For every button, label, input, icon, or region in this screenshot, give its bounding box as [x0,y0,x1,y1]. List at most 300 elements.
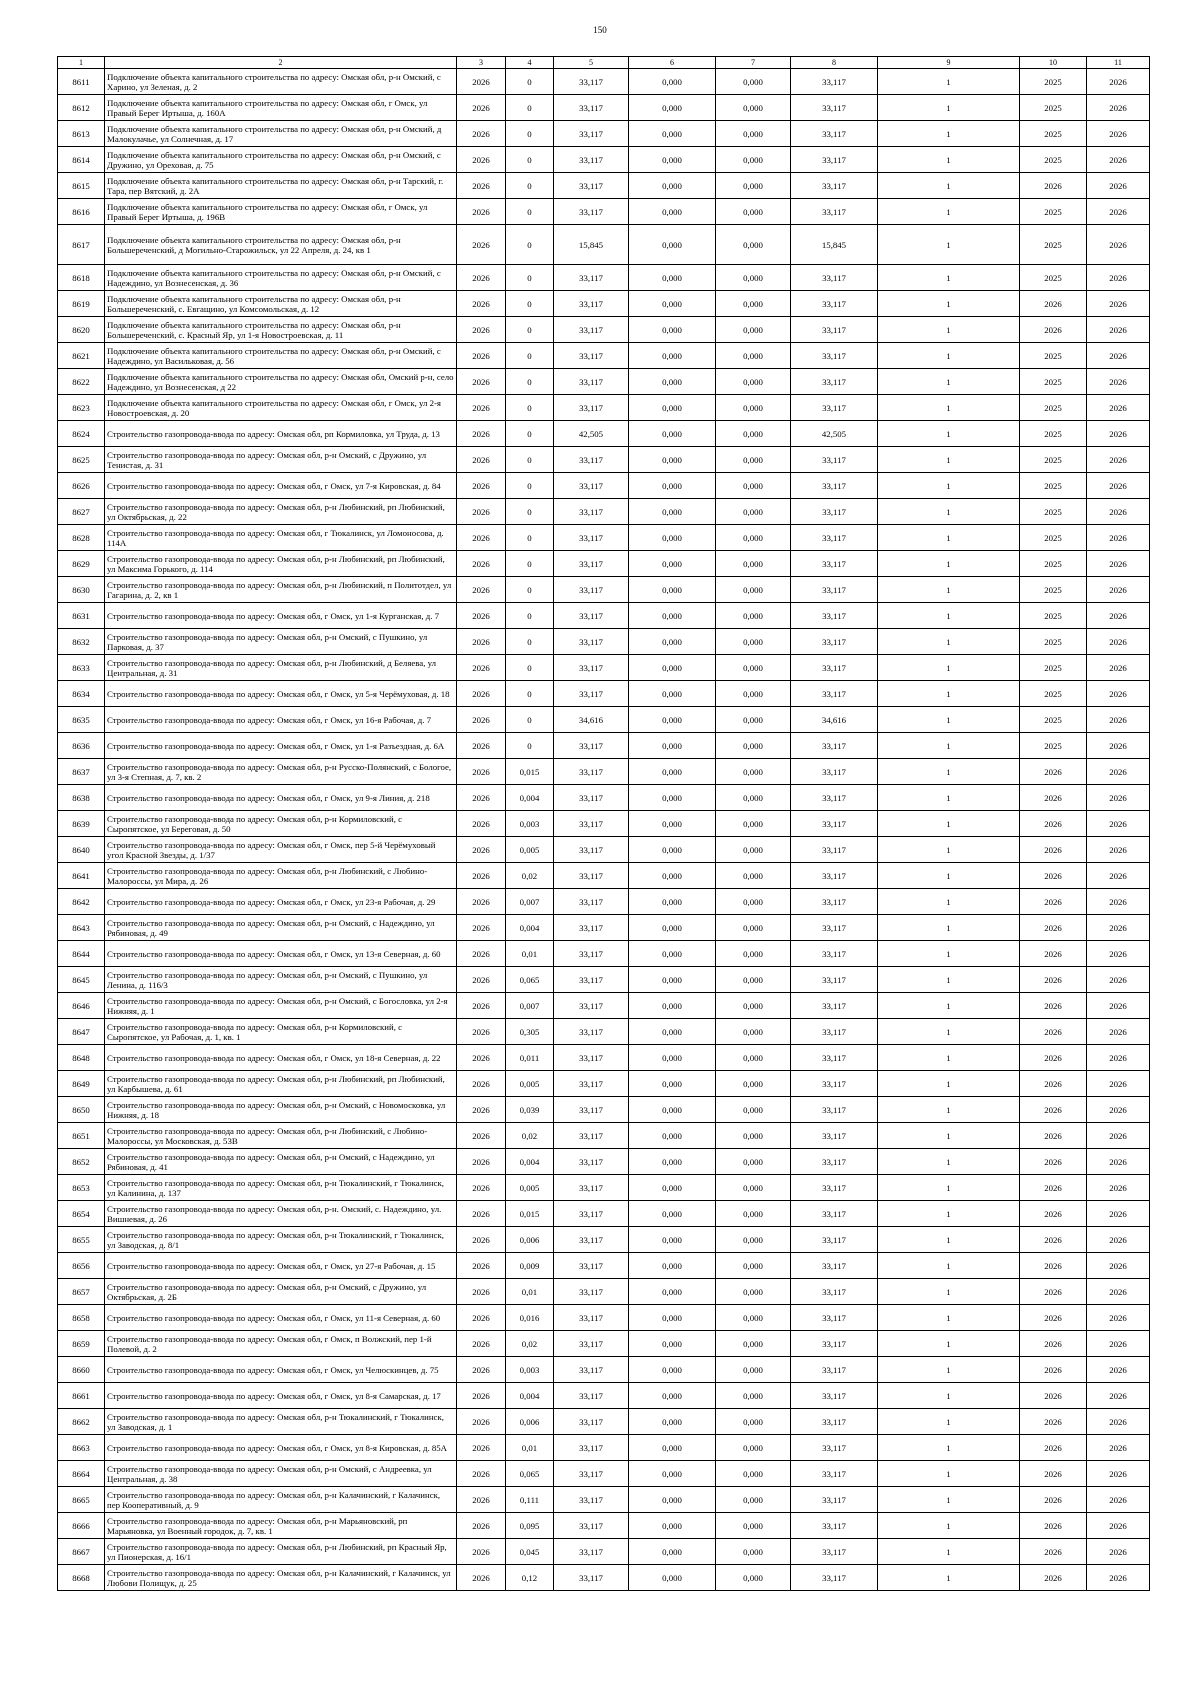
start-year-cell: 2026 [1020,1487,1087,1513]
count-cell: 1 [878,915,1020,941]
row-number-cell: 8620 [58,317,105,343]
length-cell: 0 [506,147,554,173]
row-number-cell: 8635 [58,707,105,733]
description-cell: Строительство газопровода-ввода по адресу: Омская обл, р-н Любинский, рп Любинский, ул Октябрьская, д. 22 [105,499,457,525]
year-cell: 2026 [457,199,506,225]
value-cell: 33,117 [554,291,629,317]
year-cell: 2026 [457,473,506,499]
start-year-cell: 2026 [1020,941,1087,967]
count-cell: 1 [878,1331,1020,1357]
table-row [58,173,1150,199]
row-number-cell: 8650 [58,1097,105,1123]
length-cell: 0,305 [506,1019,554,1045]
value-cell: 0,000 [716,941,791,967]
row-number-cell: 8626 [58,473,105,499]
value-cell: 0,000 [716,1435,791,1461]
length-cell: 0,006 [506,1409,554,1435]
start-year-cell: 2026 [1020,1123,1087,1149]
count-cell: 1 [878,577,1020,603]
table-row [58,225,1150,265]
end-year-cell: 2026 [1087,447,1150,473]
end-year-cell: 2026 [1087,655,1150,681]
total-cell: 33,117 [791,317,878,343]
value-cell: 33,117 [554,681,629,707]
value-cell: 33,117 [554,915,629,941]
start-year-cell: 2026 [1020,1227,1087,1253]
table-row [58,837,1150,863]
table-row [58,199,1150,225]
description-cell: Строительство газопровода-ввода по адресу: Омская обл, р-н Кормиловский, с Сыропятское, ул Береговая, д. 50 [105,811,457,837]
length-cell: 0,006 [506,1227,554,1253]
length-cell: 0 [506,655,554,681]
description-cell: Подключение объекта капитального строительства по адресу: Омская обл, р-н Большереченский, с. Красный Яр, ул 1-я Новостроевская, д. 11 [105,317,457,343]
count-cell: 1 [878,1539,1020,1565]
count-cell: 1 [878,1461,1020,1487]
description-cell: Подключение объекта капитального строительства по адресу: Омская обл, Омский р-н, село Надеждино, ул Вознесенская, д 22 [105,369,457,395]
year-cell: 2026 [457,863,506,889]
end-year-cell: 2026 [1087,369,1150,395]
start-year-cell: 2026 [1020,1175,1087,1201]
value-cell: 34,616 [554,707,629,733]
value-cell: 0,000 [716,199,791,225]
table-row [58,1383,1150,1409]
end-year-cell: 2026 [1087,1045,1150,1071]
start-year-cell: 2026 [1020,915,1087,941]
end-year-cell: 2026 [1087,1565,1150,1591]
description-cell: Строительство газопровода-ввода по адресу: Омская обл, р-н Калачинский, г Калачинск, пер Кооперативный, д. 9 [105,1487,457,1513]
value-cell: 0,000 [629,265,716,291]
total-cell: 33,117 [791,811,878,837]
total-cell: 33,117 [791,655,878,681]
end-year-cell: 2026 [1087,265,1150,291]
row-number-cell: 8639 [58,811,105,837]
year-cell: 2026 [457,681,506,707]
count-cell: 1 [878,395,1020,421]
description-cell: Строительство газопровода-ввода по адресу: Омская обл, г Омск, ул 7-я Кировская, д. 84 [105,473,457,499]
value-cell: 33,117 [554,1305,629,1331]
table-body [58,69,1150,1591]
table-row [58,265,1150,291]
start-year-cell: 2026 [1020,889,1087,915]
value-cell: 0,000 [716,1071,791,1097]
value-cell: 0,000 [716,1565,791,1591]
description-cell: Строительство газопровода-ввода по адресу: Омская обл, г Тюкалинск, ул Ломоносова, д. 114А [105,525,457,551]
end-year-cell: 2026 [1087,499,1150,525]
year-cell: 2026 [457,265,506,291]
table-row [58,343,1150,369]
total-cell: 33,117 [791,291,878,317]
row-number-cell: 8616 [58,199,105,225]
column-header: 10 [1020,57,1087,69]
value-cell: 0,000 [629,1123,716,1149]
value-cell: 0,000 [629,811,716,837]
value-cell: 33,117 [554,733,629,759]
table-row [58,1331,1150,1357]
value-cell: 33,117 [554,1383,629,1409]
end-year-cell: 2026 [1087,421,1150,447]
value-cell: 0,000 [629,1461,716,1487]
total-cell: 33,117 [791,1253,878,1279]
start-year-cell: 2025 [1020,733,1087,759]
start-year-cell: 2025 [1020,199,1087,225]
value-cell: 0,000 [716,1409,791,1435]
description-cell: Подключение объекта капитального строительства по адресу: Омская обл, р-н Омский, с Харино, ул Зеленая, д. 2 [105,69,457,95]
count-cell: 1 [878,225,1020,265]
length-cell: 0,004 [506,1149,554,1175]
value-cell: 0,000 [629,889,716,915]
end-year-cell: 2026 [1087,551,1150,577]
total-cell: 33,117 [791,941,878,967]
description-cell: Строительство газопровода-ввода по адресу: Омская обл, р-н Тюкалинский, г Тюкалинск, ул Заводская, д. 1 [105,1409,457,1435]
description-cell: Строительство газопровода-ввода по адресу: Омская обл, р-н Любинский, рп Любинский, ул Максима Горького, д. 114 [105,551,457,577]
total-cell: 33,117 [791,199,878,225]
total-cell: 33,117 [791,1123,878,1149]
row-number-cell: 8663 [58,1435,105,1461]
total-cell: 33,117 [791,343,878,369]
start-year-cell: 2026 [1020,863,1087,889]
value-cell: 0,000 [716,1461,791,1487]
start-year-cell: 2026 [1020,1461,1087,1487]
year-cell: 2026 [457,1149,506,1175]
table-row [58,421,1150,447]
value-cell: 0,000 [629,1201,716,1227]
start-year-cell: 2026 [1020,1097,1087,1123]
table-row [58,1123,1150,1149]
value-cell: 33,117 [554,837,629,863]
table-row [58,1175,1150,1201]
total-cell: 33,117 [791,1357,878,1383]
value-cell: 0,000 [716,147,791,173]
description-cell: Строительство газопровода-ввода по адресу: Омская обл, р-н Омский, с Пушкино, ул Парковая, д. 37 [105,629,457,655]
column-header: 2 [105,57,457,69]
total-cell: 33,117 [791,499,878,525]
table-row [58,1409,1150,1435]
total-cell: 33,117 [791,265,878,291]
count-cell: 1 [878,603,1020,629]
row-number-cell: 8662 [58,1409,105,1435]
row-number-cell: 8624 [58,421,105,447]
length-cell: 0 [506,525,554,551]
value-cell: 0,000 [716,1201,791,1227]
count-cell: 1 [878,1123,1020,1149]
year-cell: 2026 [457,941,506,967]
count-cell: 1 [878,733,1020,759]
value-cell: 33,117 [554,1539,629,1565]
end-year-cell: 2026 [1087,199,1150,225]
length-cell: 0,007 [506,889,554,915]
value-cell: 33,117 [554,759,629,785]
value-cell: 33,117 [554,941,629,967]
value-cell: 0,000 [629,499,716,525]
start-year-cell: 2026 [1020,1513,1087,1539]
table-row [58,577,1150,603]
description-cell: Подключение объекта капитального строительства по адресу: Омская обл, р-н Омский, с Надеждино, ул Васильковая, д. 56 [105,343,457,369]
column-header: 8 [791,57,878,69]
row-number-cell: 8641 [58,863,105,889]
value-cell: 0,000 [629,1253,716,1279]
end-year-cell: 2026 [1087,121,1150,147]
length-cell: 0,095 [506,1513,554,1539]
length-cell: 0 [506,199,554,225]
start-year-cell: 2026 [1020,1019,1087,1045]
count-cell: 1 [878,1279,1020,1305]
value-cell: 0,000 [629,1097,716,1123]
count-cell: 1 [878,1435,1020,1461]
value-cell: 0,000 [629,395,716,421]
register-table [57,56,1150,1591]
description-cell: Строительство газопровода-ввода по адресу: Омская обл, г Омск, пер 5-й Черёмуховый угол Красной Звезды, д. 1/37 [105,837,457,863]
year-cell: 2026 [457,1539,506,1565]
table-row [58,1357,1150,1383]
value-cell: 0,000 [716,1279,791,1305]
row-number-cell: 8631 [58,603,105,629]
row-number-cell: 8656 [58,1253,105,1279]
length-cell: 0 [506,473,554,499]
description-cell: Подключение объекта капитального строительства по адресу: Омская обл, г Омск, ул Правый Берег Иртыша, д. 160А [105,95,457,121]
total-cell: 33,117 [791,173,878,199]
length-cell: 0 [506,291,554,317]
description-cell: Подключение объекта капитального строительства по адресу: Омская обл, р-н Тарский, г. Тара, пер Вятский, д. 2А [105,173,457,199]
value-cell: 42,505 [554,421,629,447]
value-cell: 0,000 [716,993,791,1019]
end-year-cell: 2026 [1087,577,1150,603]
description-cell: Строительство газопровода-ввода по адресу: Омская обл, г Омск, ул 18-я Северная, д. 22 [105,1045,457,1071]
count-cell: 1 [878,421,1020,447]
count-cell: 1 [878,317,1020,343]
end-year-cell: 2026 [1087,343,1150,369]
value-cell: 0,000 [629,1513,716,1539]
table-row [58,967,1150,993]
description-cell: Подключение объекта капитального строительства по адресу: Омская обл, р-н Большереченский, д Могильно-Старожильск, ул 22 Апреля, д. 24, кв 1 [105,225,457,265]
description-cell: Строительство газопровода-ввода по адресу: Омская обл, г Омск, ул 1-я Курганская, д. 7 [105,603,457,629]
total-cell: 33,117 [791,1461,878,1487]
total-cell: 33,117 [791,1227,878,1253]
table-row [58,1019,1150,1045]
year-cell: 2026 [457,147,506,173]
count-cell: 1 [878,525,1020,551]
year-cell: 2026 [457,837,506,863]
length-cell: 0,12 [506,1565,554,1591]
value-cell: 0,000 [716,733,791,759]
description-cell: Подключение объекта капитального строительства по адресу: Омская обл, р-н Большереченский, с. Евгащино, ул Комсомольская, д. 12 [105,291,457,317]
end-year-cell: 2026 [1087,1409,1150,1435]
length-cell: 0 [506,95,554,121]
row-number-cell: 8629 [58,551,105,577]
description-cell: Подключение объекта капитального строительства по адресу: Омская обл, р-н Омский, с Надеждино, ул Вознесенская, д. 36 [105,265,457,291]
end-year-cell: 2026 [1087,95,1150,121]
value-cell: 33,117 [554,199,629,225]
end-year-cell: 2026 [1087,967,1150,993]
value-cell: 0,000 [716,1253,791,1279]
length-cell: 0,01 [506,1279,554,1305]
description-cell: Строительство газопровода-ввода по адресу: Омская обл, р-н Любинский, п Политотдел, ул Гагарина, д. 2, кв 1 [105,577,457,603]
count-cell: 1 [878,69,1020,95]
value-cell: 33,117 [554,1435,629,1461]
count-cell: 1 [878,1019,1020,1045]
end-year-cell: 2026 [1087,863,1150,889]
table-row [58,811,1150,837]
end-year-cell: 2026 [1087,889,1150,915]
table-row [58,369,1150,395]
value-cell: 33,117 [554,1019,629,1045]
end-year-cell: 2026 [1087,707,1150,733]
length-cell: 0 [506,265,554,291]
value-cell: 0,000 [629,1175,716,1201]
count-cell: 1 [878,681,1020,707]
year-cell: 2026 [457,1331,506,1357]
total-cell: 33,117 [791,1331,878,1357]
value-cell: 33,117 [554,1253,629,1279]
value-cell: 0,000 [629,785,716,811]
value-cell: 33,117 [554,603,629,629]
year-cell: 2026 [457,993,506,1019]
row-number-cell: 8619 [58,291,105,317]
table-row [58,69,1150,95]
value-cell: 0,000 [629,1487,716,1513]
value-cell: 33,117 [554,655,629,681]
total-cell: 15,845 [791,225,878,265]
value-cell: 0,000 [716,1019,791,1045]
start-year-cell: 2026 [1020,1409,1087,1435]
year-cell: 2026 [457,1071,506,1097]
row-number-cell: 8618 [58,265,105,291]
year-cell: 2026 [457,1227,506,1253]
length-cell: 0,015 [506,1201,554,1227]
total-cell: 33,117 [791,395,878,421]
count-cell: 1 [878,1097,1020,1123]
end-year-cell: 2026 [1087,1513,1150,1539]
description-cell: Строительство газопровода-ввода по адресу: Омская обл, р-н Омский, с Богословка, ул 2-я Нижняя, д. 1 [105,993,457,1019]
column-header: 6 [629,57,716,69]
total-cell: 33,117 [791,1565,878,1591]
row-number-cell: 8637 [58,759,105,785]
value-cell: 33,117 [554,967,629,993]
year-cell: 2026 [457,1019,506,1045]
value-cell: 0,000 [629,291,716,317]
value-cell: 33,117 [554,1097,629,1123]
end-year-cell: 2026 [1087,1201,1150,1227]
length-cell: 0 [506,317,554,343]
year-cell: 2026 [457,1409,506,1435]
count-cell: 1 [878,1513,1020,1539]
value-cell: 0,000 [716,121,791,147]
total-cell: 33,117 [791,121,878,147]
value-cell: 0,000 [629,1227,716,1253]
value-cell: 33,117 [554,95,629,121]
year-cell: 2026 [457,95,506,121]
table-row [58,447,1150,473]
table-row [58,147,1150,173]
value-cell: 0,000 [629,759,716,785]
count-cell: 1 [878,291,1020,317]
value-cell: 0,000 [629,1149,716,1175]
count-cell: 1 [878,447,1020,473]
description-cell: Строительство газопровода-ввода по адресу: Омская обл, р-н Любинский, рп Красный Яр, ул Пионерская, д. 16/1 [105,1539,457,1565]
value-cell: 33,117 [554,147,629,173]
end-year-cell: 2026 [1087,1097,1150,1123]
value-cell: 33,117 [554,265,629,291]
year-cell: 2026 [457,225,506,265]
end-year-cell: 2026 [1087,1383,1150,1409]
length-cell: 0 [506,577,554,603]
value-cell: 15,845 [554,225,629,265]
table-row [58,993,1150,1019]
end-year-cell: 2026 [1087,915,1150,941]
table-row [58,655,1150,681]
total-cell: 33,117 [791,577,878,603]
table-row [58,863,1150,889]
year-cell: 2026 [457,421,506,447]
table-row [58,473,1150,499]
value-cell: 0,000 [629,915,716,941]
length-cell: 0 [506,225,554,265]
value-cell: 0,000 [629,421,716,447]
count-cell: 1 [878,837,1020,863]
value-cell: 0,000 [629,1045,716,1071]
value-cell: 33,117 [554,863,629,889]
count-cell: 1 [878,889,1020,915]
value-cell: 0,000 [716,889,791,915]
count-cell: 1 [878,707,1020,733]
value-cell: 0,000 [629,1279,716,1305]
table-row [58,1253,1150,1279]
end-year-cell: 2026 [1087,291,1150,317]
start-year-cell: 2025 [1020,707,1087,733]
start-year-cell: 2026 [1020,1045,1087,1071]
count-cell: 1 [878,863,1020,889]
page-number: 150 [593,25,607,35]
start-year-cell: 2026 [1020,317,1087,343]
start-year-cell: 2025 [1020,265,1087,291]
header-row [58,57,1150,69]
total-cell: 33,117 [791,681,878,707]
year-cell: 2026 [457,1097,506,1123]
total-cell: 33,117 [791,1487,878,1513]
value-cell: 0,000 [716,1305,791,1331]
total-cell: 33,117 [791,1409,878,1435]
row-number-cell: 8643 [58,915,105,941]
row-number-cell: 8622 [58,369,105,395]
start-year-cell: 2026 [1020,1331,1087,1357]
end-year-cell: 2026 [1087,317,1150,343]
row-number-cell: 8668 [58,1565,105,1591]
end-year-cell: 2026 [1087,1253,1150,1279]
value-cell: 33,117 [554,1461,629,1487]
row-number-cell: 8640 [58,837,105,863]
row-number-cell: 8633 [58,655,105,681]
row-number-cell: 8647 [58,1019,105,1045]
end-year-cell: 2026 [1087,225,1150,265]
row-number-cell: 8653 [58,1175,105,1201]
end-year-cell: 2026 [1087,173,1150,199]
value-cell: 0,000 [716,1487,791,1513]
row-number-cell: 8644 [58,941,105,967]
description-cell: Подключение объекта капитального строительства по адресу: Омская обл, р-н Омский, с Дружино, ул Ореховая, д. 75 [105,147,457,173]
end-year-cell: 2026 [1087,603,1150,629]
year-cell: 2026 [457,603,506,629]
length-cell: 0,011 [506,1045,554,1071]
year-cell: 2026 [457,785,506,811]
count-cell: 1 [878,95,1020,121]
table-row [58,1149,1150,1175]
start-year-cell: 2025 [1020,95,1087,121]
year-cell: 2026 [457,1435,506,1461]
value-cell: 33,117 [554,993,629,1019]
start-year-cell: 2026 [1020,837,1087,863]
year-cell: 2026 [457,173,506,199]
value-cell: 0,000 [629,69,716,95]
table-row [58,1539,1150,1565]
